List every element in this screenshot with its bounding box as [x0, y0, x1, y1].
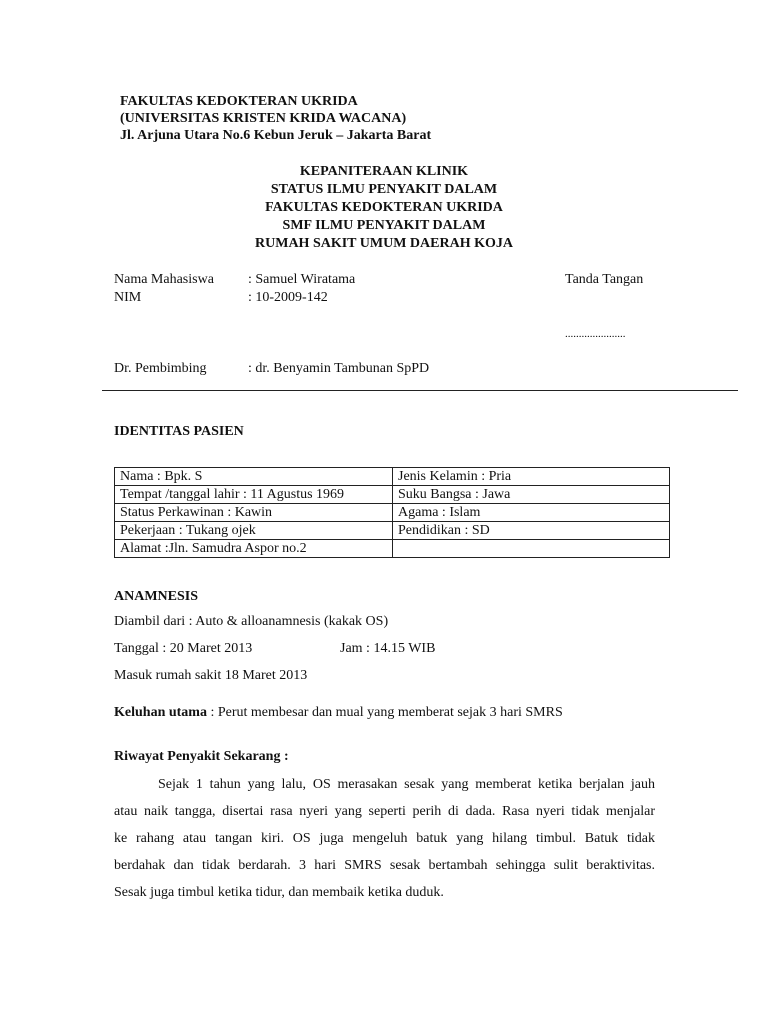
- table-row: [115, 522, 670, 540]
- history-line: Sesak juga timbul ketika tidur, dan membaik ketika duduk.: [114, 885, 444, 900]
- student-name-value: : Samuel Wiratama: [248, 272, 356, 287]
- history-line: [114, 771, 655, 798]
- table-row: [115, 504, 670, 522]
- table-cell: [393, 540, 670, 558]
- table-cell: Tempat /tanggal lahir : 11 Agustus 1969: [115, 486, 393, 504]
- anamnesis-source: Diambil dari : Auto & alloanamnesis (kakak OS): [114, 614, 389, 629]
- table-row: [115, 468, 670, 486]
- student-name-label: Nama Mahasiswa: [114, 272, 214, 287]
- patient-identity-table: [114, 467, 670, 558]
- table-cell: Pendidikan : SD: [393, 522, 670, 540]
- faculty-address: Jl. Arjuna Utara No.6 Kebun Jeruk – Jakarta Barat: [120, 128, 432, 143]
- doc-title-line-1: KEPANITERAAN KLINIK: [299, 164, 469, 179]
- history-heading: Riwayat Penyakit Sekarang :: [114, 749, 289, 764]
- chief-complaint-value: : Perut membesar dan mual yang memberat sejak 3 hari SMRS: [206, 705, 563, 720]
- history-line: ke rahang atau tangan kiri. OS juga mengeluh batuk yang hilang timbul. Batuk tidak: [114, 831, 655, 846]
- doc-title-line-2: STATUS ILMU PENYAKIT DALAM: [270, 182, 498, 197]
- doc-title-line-5: RUMAH SAKIT UMUM DAERAH KOJA: [255, 236, 513, 251]
- anamnesis-date: Tanggal : 20 Maret 2013: [114, 641, 253, 656]
- history-paragraph: [114, 771, 655, 906]
- table-row: [115, 540, 670, 558]
- supervisor-value: : dr. Benyamin Tambunan SpPD: [248, 361, 430, 376]
- identitas-heading: IDENTITAS PASIEN: [114, 424, 244, 439]
- university-name: (UNIVERSITAS KRISTEN KRIDA WACANA): [120, 111, 407, 126]
- table-cell: Suku Bangsa : Jawa: [393, 486, 670, 504]
- anamnesis-time: Jam : 14.15 WIB: [340, 641, 436, 656]
- faculty-name: FAKULTAS KEDOKTERAN UKRIDA: [120, 94, 358, 109]
- table-cell: Status Perkawinan : Kawin: [115, 504, 393, 522]
- signature-line: ......................: [565, 328, 626, 340]
- anamnesis-heading: ANAMNESIS: [114, 589, 199, 604]
- table-cell: Pekerjaan : Tukang ojek: [115, 522, 393, 540]
- table-row: [115, 486, 670, 504]
- chief-complaint-label: Keluhan utama: [114, 705, 207, 720]
- section-divider: [102, 390, 738, 391]
- doc-title-line-3: FAKULTAS KEDOKTERAN UKRIDA: [265, 200, 503, 215]
- signature-label: Tanda Tangan: [565, 272, 644, 287]
- supervisor-label: Dr. Pembimbing: [114, 361, 207, 376]
- nim-value: : 10-2009-142: [248, 290, 328, 305]
- table-cell: Alamat :Jln. Samudra Aspor no.2: [115, 540, 393, 558]
- table-cell: Nama : Bpk. S: [115, 468, 393, 486]
- history-line: atau naik tangga, disertai rasa nyeri yang seperti perih di dada. Rasa nyeri tidak menjalar: [114, 804, 655, 819]
- table-cell: Jenis Kelamin : Pria: [393, 468, 670, 486]
- doc-title-line-4: SMF ILMU PENYAKIT DALAM: [282, 218, 486, 233]
- nim-label: NIM: [114, 290, 142, 305]
- history-line-text: Sejak 1 tahun yang lalu, OS merasakan sesak yang memberat ketika berjalan jauh: [158, 777, 655, 792]
- table-cell: Agama : Islam: [393, 504, 670, 522]
- history-line: berdahak dan tidak berdarah. 3 hari SMRS sesak bertambah sehingga sulit beraktivitas.: [114, 858, 655, 873]
- chief-complaint: [114, 705, 563, 721]
- admission-date: Masuk rumah sakit 18 Maret 2013: [114, 668, 308, 683]
